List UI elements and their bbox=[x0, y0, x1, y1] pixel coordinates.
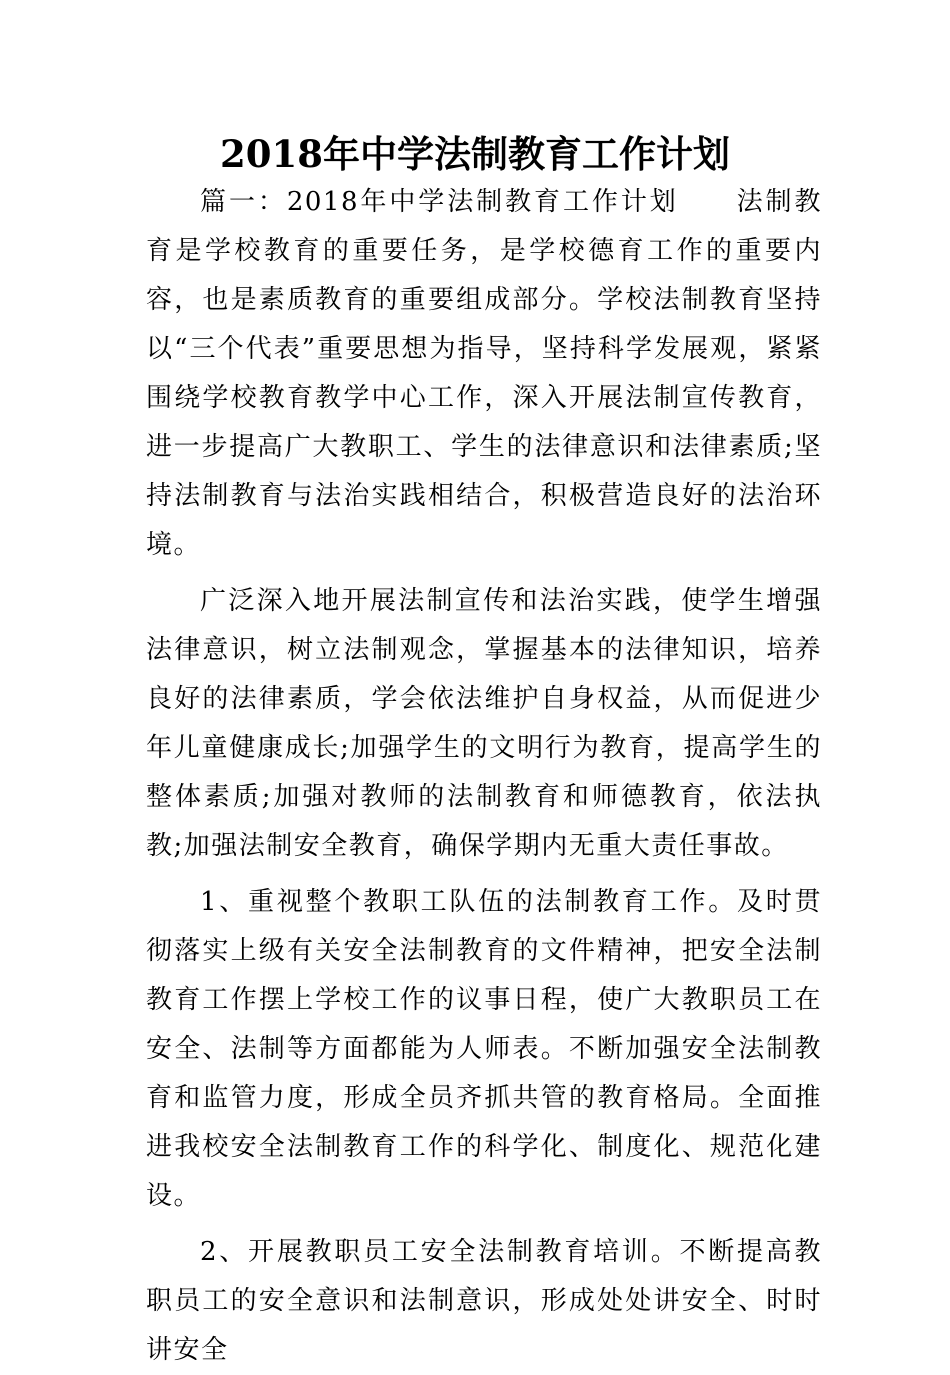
paragraph-item-1: 1、重视整个教职工队伍的法制教育工作。及时贯彻落实上级有关安全法制教育的文件精神，把安全法制教育工作摆上学校工作的议事日程，使广大教职员工在安全、法制等方面都能为人师表。不断加强安全法制教育和监管力度，形成全员齐抓共管的教育格局。全面推进我校安全法制教育工作的科学化、制度化、规范化建设。 bbox=[146, 887, 822, 1211]
paragraph-intro: 篇一：2018年中学法制教育工作计划 法制教育是学校教育的重要任务，是学校德育工作的重要内容，也是素质教育的重要组成部分。学校法制教育坚持以“三个代表”重要思想为指导，坚持科学发展观，紧紧围绕学校教育教学中心工作，深入开展法制宣传教育，进一步提高广大教职工、学生的法律意识和法律素质;坚持法制教育与法治实践相结合，积极营造良好的法治环境。 bbox=[146, 187, 822, 560]
paragraph-goals: 广泛深入地开展法制宣传和法治实践，使学生增强法律意识，树立法制观念，掌握基本的法律知识，培养良好的法律素质，学会依法维护自身权益，从而促进少年儿童健康成长;加强学生的文明行为教育，提高学生的整体素质;加强对教师的法制教育和师德教育，依法执教;加强法制安全教育，确保学期内无重大责任事故。 bbox=[146, 586, 822, 861]
paragraph-item-2: 2、开展教职员工安全法制教育培训。不断提高教职员工的安全意识和法制意识，形成处处讲安全、时时讲安全 bbox=[146, 1237, 822, 1365]
document-body bbox=[146, 178, 822, 1375]
document-title: 2018年中学法制教育工作计划 bbox=[220, 132, 730, 176]
